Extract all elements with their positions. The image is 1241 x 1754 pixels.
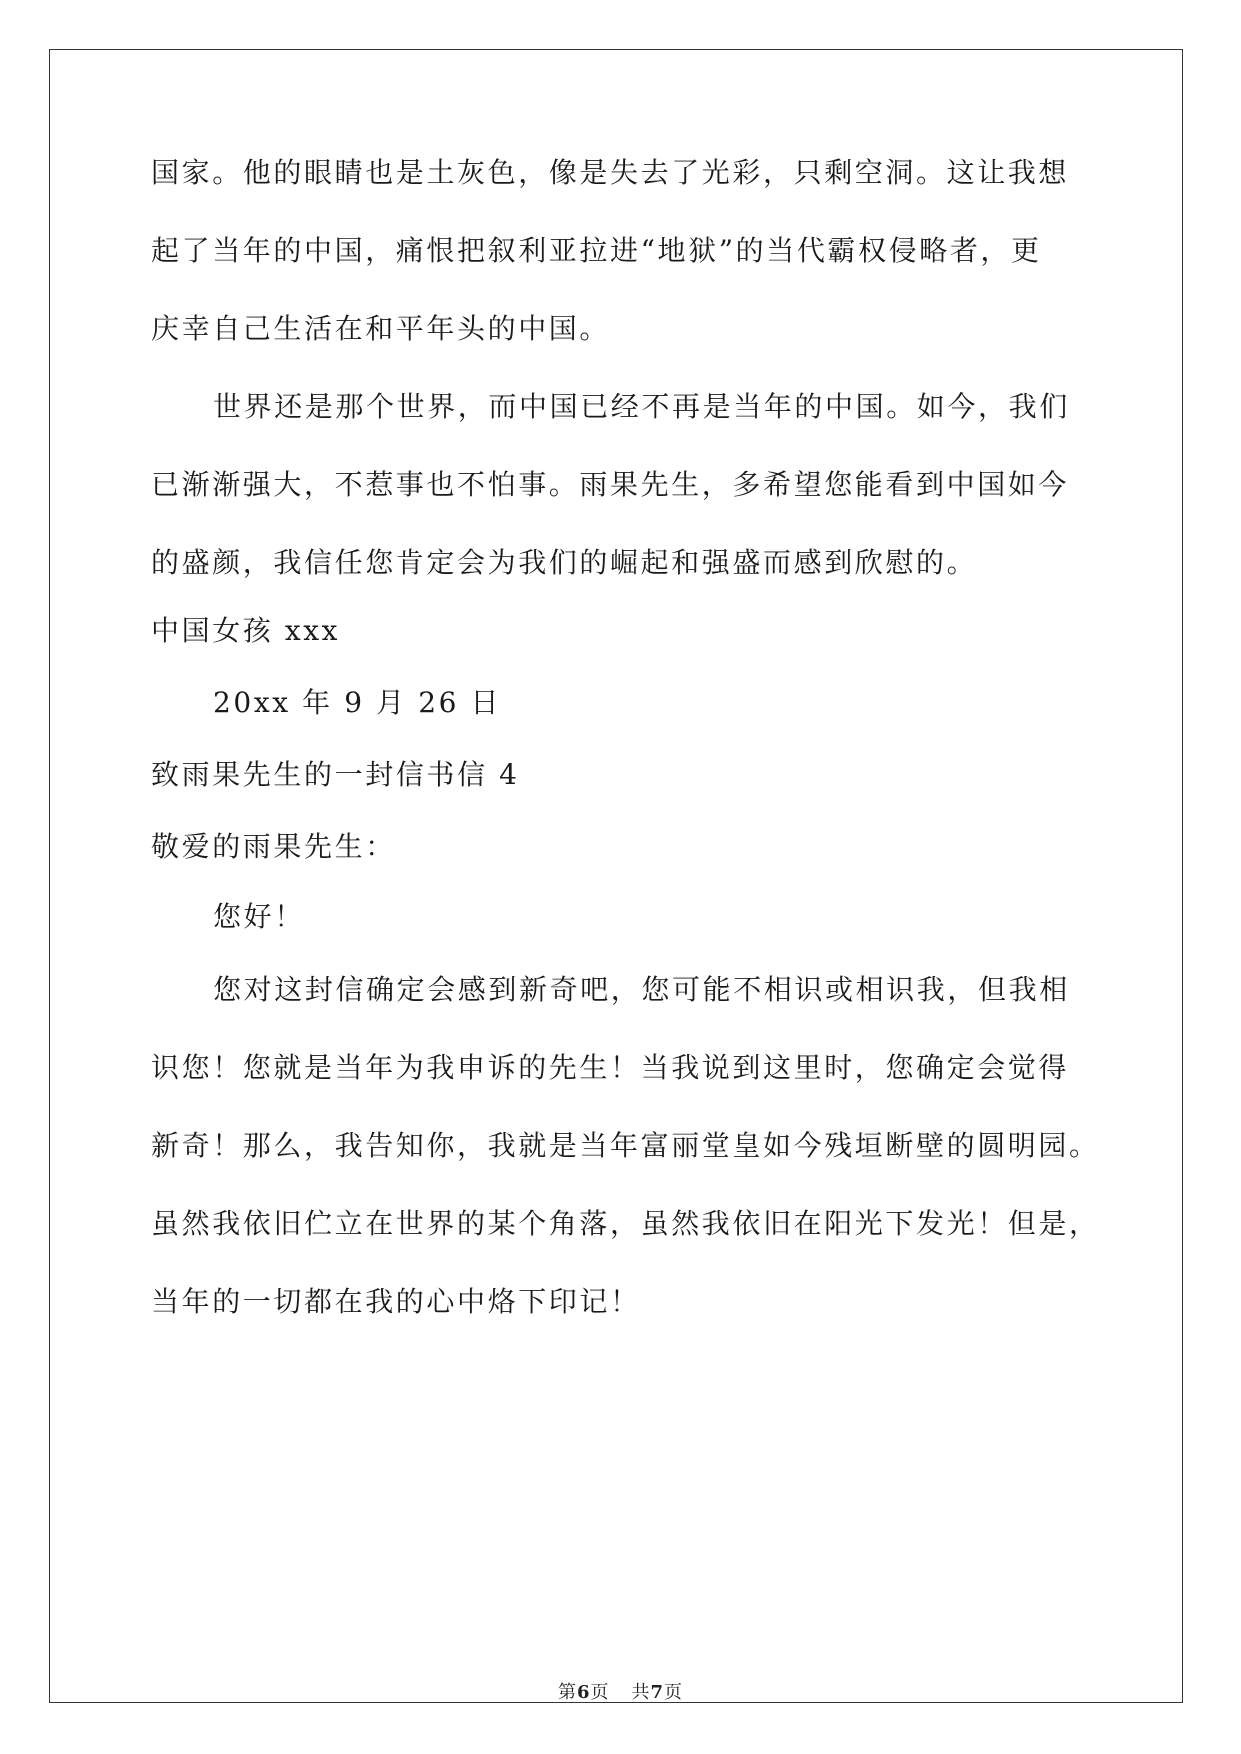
- paragraph-line: 您对这封信确定会感到新奇吧，您可能不相识或相识我，但我相: [213, 973, 1070, 1006]
- letter-salutation: 敬爱的雨果先生：: [151, 830, 396, 863]
- page-footer: [0, 1678, 1241, 1704]
- greeting: 您好！: [213, 900, 305, 933]
- total-prefix: 共: [631, 1682, 651, 1703]
- signature-date: 20xx 年 9 月 26 日: [213, 686, 502, 719]
- total-page-number: 7: [650, 1682, 665, 1703]
- letter-title: 致雨果先生的一封信书信 4: [151, 758, 520, 791]
- total-suffix: 页: [664, 1682, 684, 1703]
- page-suffix: 页: [590, 1682, 610, 1703]
- current-page-number: 6: [576, 1682, 591, 1703]
- paragraph-line: 国家。他的眼睛也是土灰色，像是失去了光彩，只剩空洞。这让我想: [151, 156, 1070, 189]
- paragraph-line: 世界还是那个世界，而中国已经不再是当年的中国。如今，我们: [213, 390, 1070, 423]
- page-border: [49, 49, 1183, 1703]
- paragraph-line: 起了当年的中国，痛恨把叙利亚拉进“地狱”的当代霸权侵略者，更: [151, 234, 1042, 267]
- page-prefix: 第: [557, 1682, 577, 1703]
- paragraph-line: 的盛颜，我信任您肯定会为我们的崛起和强盛而感到欣慰的。: [151, 546, 978, 579]
- paragraph-line: 虽然我依旧伫立在世界的某个角落，虽然我依旧在阳光下发光！但是，: [151, 1207, 1100, 1240]
- paragraph-line: 庆幸自己生活在和平年头的中国。: [151, 312, 611, 345]
- paragraph-line: 新奇！那么，我告知你，我就是当年富丽堂皇如今残垣断壁的圆明园。: [151, 1129, 1100, 1162]
- paragraph-line: 识您！您就是当年为我申诉的先生！当我说到这里时，您确定会觉得: [151, 1051, 1070, 1084]
- paragraph-line: 已渐渐强大，不惹事也不怕事。雨果先生，多希望您能看到中国如今: [151, 468, 1070, 501]
- paragraph-line: 当年的一切都在我的心中烙下印记！: [151, 1285, 641, 1318]
- signature-name: 中国女孩 xxx: [151, 614, 341, 647]
